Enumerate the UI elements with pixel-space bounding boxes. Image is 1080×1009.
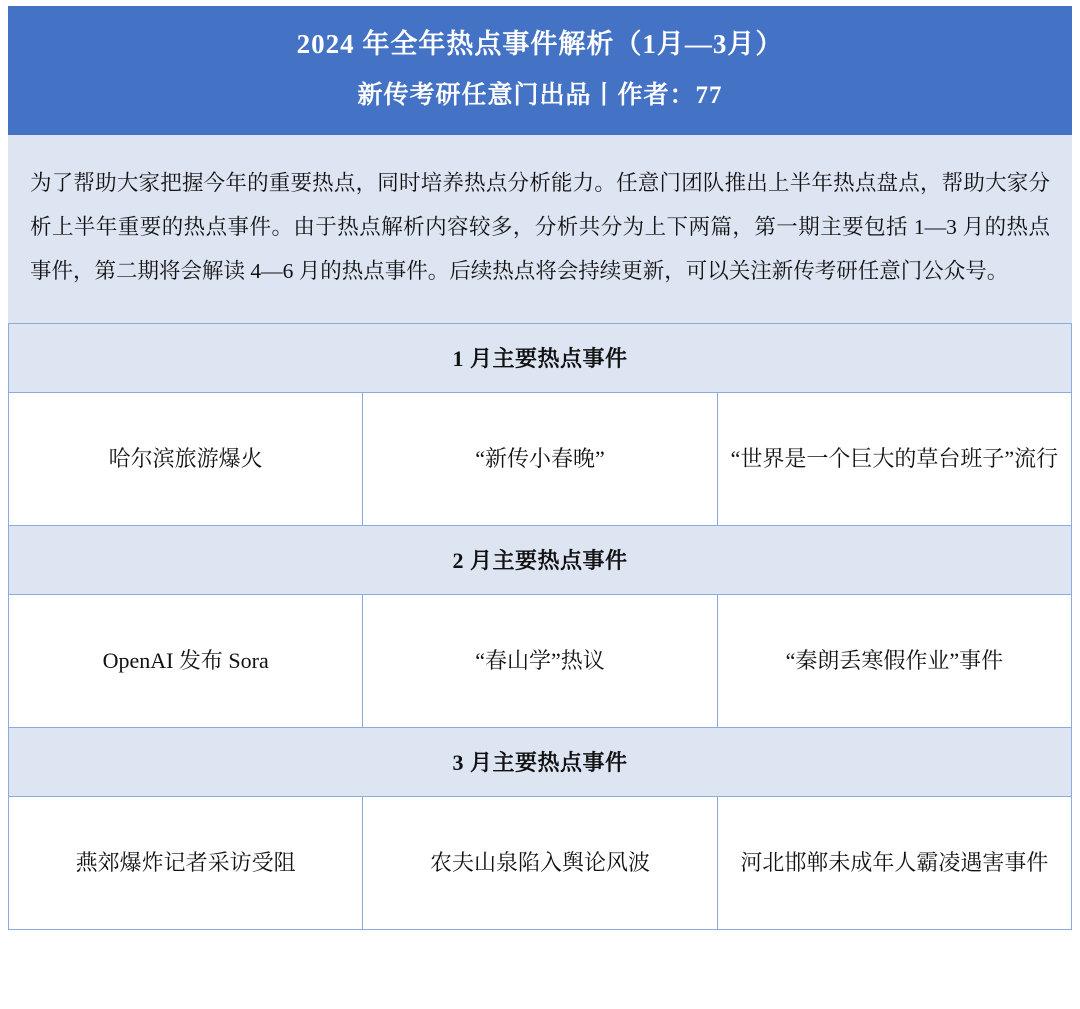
event-cell: OpenAI 发布 Sora bbox=[9, 594, 363, 727]
document-header bbox=[8, 6, 1072, 135]
month-header-row bbox=[9, 525, 1072, 594]
month-title-january: 1 月主要热点事件 bbox=[9, 323, 1072, 392]
event-cell: 农夫山泉陷入舆论风波 bbox=[363, 796, 717, 929]
intro-paragraph: 为了帮助大家把握今年的重要热点，同时培养热点分析能力。任意门团队推出上半年热点盘点，帮助大家分析上半年重要的热点事件。由于热点解析内容较多，分析共分为上下两篇，第一期主要包括 1—3 月的热点事件，第二期将会解读 4—6 月的热点事件。后续热点将会持续更新，可以关注新传考研任意门公众号。 bbox=[8, 135, 1072, 323]
table-row bbox=[9, 392, 1072, 525]
event-cell: 河北邯郸未成年人霸凌遇害事件 bbox=[717, 796, 1071, 929]
table-row bbox=[9, 796, 1072, 929]
month-title-february: 2 月主要热点事件 bbox=[9, 525, 1072, 594]
event-cell: “秦朗丢寒假作业”事件 bbox=[717, 594, 1071, 727]
month-header-row bbox=[9, 323, 1072, 392]
month-title-march: 3 月主要热点事件 bbox=[9, 727, 1072, 796]
month-header-row bbox=[9, 727, 1072, 796]
event-cell: 燕郊爆炸记者采访受阻 bbox=[9, 796, 363, 929]
hot-events-table bbox=[8, 323, 1072, 930]
event-cell: “新传小春晚” bbox=[363, 392, 717, 525]
page-subtitle: 新传考研任意门出品丨作者：77 bbox=[357, 81, 723, 109]
page-title: 2024 年全年热点事件解析（1月—3月） bbox=[296, 29, 784, 59]
table-row bbox=[9, 594, 1072, 727]
event-cell: “春山学”热议 bbox=[363, 594, 717, 727]
event-cell: 哈尔滨旅游爆火 bbox=[9, 392, 363, 525]
event-cell: “世界是一个巨大的草台班子”流行 bbox=[717, 392, 1071, 525]
